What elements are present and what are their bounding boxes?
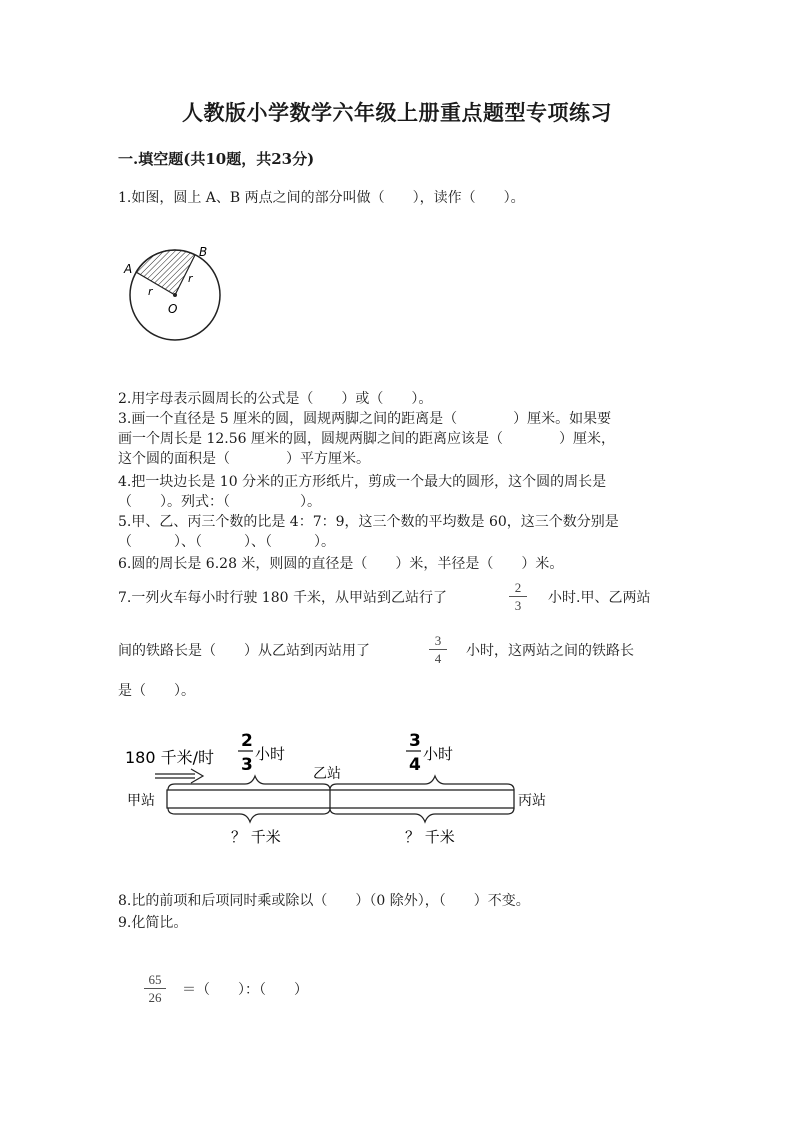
- q7-fraction-2-numerator: 3: [434, 633, 442, 648]
- center-point: [173, 293, 177, 297]
- question-7-part-1: 7.一列火车每小时行驶 180 千米，从甲站到乙站行了: [118, 590, 447, 606]
- question-5-line-1: 5.甲、乙、丙三个数的比是 4：7：9，这三个数的平均数是 60，这三个数分别是: [118, 514, 619, 530]
- q7-fraction-1-numerator: 2: [514, 580, 522, 595]
- speed-label: 180 千米/时: [125, 748, 215, 767]
- distance-2-label: ？ 千米: [405, 828, 455, 846]
- question-7-part-5: 是（ ）。: [118, 683, 195, 699]
- label-r2: r: [188, 272, 193, 285]
- station-mid-label: 乙站: [313, 766, 341, 782]
- diagram-time1-numerator: 2: [241, 731, 253, 751]
- question-3-line-1: 3.画一个直径是 5 厘米的圆，圆规两脚之间的距离是（ ）厘米。如果要: [118, 411, 612, 427]
- arrow-right-icon: [155, 769, 203, 783]
- question-8: 8.比的前项和后项同时乘或除以（ ）（0 除外），（ ）不变。: [118, 893, 530, 909]
- label-r1: r: [148, 285, 153, 298]
- q7-fraction-1: [509, 580, 527, 613]
- q9-fraction: [144, 972, 166, 1005]
- question-3-line-2: 画一个周长是 12.56 厘米的圆，圆规两脚之间的距离应该是（ ）厘米，: [118, 431, 615, 447]
- q7-fraction-2-denominator: 4: [434, 651, 442, 666]
- railway-track: [167, 790, 514, 808]
- station-end-label: 丙站: [518, 793, 546, 809]
- section-heading: 一.填空题(共10题，共23分): [118, 150, 315, 168]
- label-b: B: [199, 245, 208, 259]
- diagram-time1-unit: 小时: [255, 745, 286, 763]
- q7-fraction-1-bar: [509, 596, 527, 597]
- question-9-answer: ＝（ ）：（ ）: [182, 982, 308, 998]
- diagram-time1-denominator: 3: [241, 755, 253, 775]
- label-a: A: [124, 262, 133, 276]
- question-5-line-2: （ ）、（ ）、（ ）。: [118, 534, 335, 550]
- brace-top-2: [330, 776, 514, 790]
- question-2: 2.用字母表示圆周长的公式是（ ）或（ ）。: [118, 391, 433, 407]
- diagram-time2-unit: 小时: [423, 745, 454, 763]
- q9-fraction-numerator: 65: [148, 972, 162, 987]
- question-3-line-3: 这个圆的面积是（ ）平方厘米。: [118, 451, 370, 467]
- shaded-sector: [136, 250, 195, 295]
- station-start-label: 甲站: [127, 793, 155, 809]
- page-title: 人教版小学数学六年级上册重点题型专项练习: [182, 100, 612, 125]
- train-diagram: [115, 728, 565, 853]
- diagram-time2-denominator: 4: [409, 755, 421, 775]
- question-4-line-1: 4.把一块边长是 10 分米的正方形纸片，剪成一个最大的圆形，这个圆的周长是: [118, 474, 607, 490]
- question-7-part-3: 间的铁路长是（ ）从乙站到丙站用了: [118, 643, 370, 659]
- diagram-time2-numerator: 3: [409, 731, 421, 751]
- brace-bottom-2: [330, 808, 514, 822]
- q7-fraction-1-denominator: 3: [514, 598, 522, 613]
- circle-figure: [118, 240, 228, 345]
- question-9: 9.化简比。: [118, 915, 188, 931]
- q7-fraction-2-bar: [429, 649, 447, 650]
- question-4-line-2: （ ）。列式：（ ）。: [118, 494, 321, 510]
- brace-bottom-1: [168, 808, 330, 822]
- question-7-part-4: 小时，这两站之间的铁路长: [466, 643, 634, 659]
- distance-1-label: ？ 千米: [231, 828, 281, 846]
- question-1: 1.如图，圆上 A、B 两点之间的部分叫做（ ），读作（ ）。: [118, 190, 525, 206]
- q7-fraction-2: [429, 633, 447, 666]
- q9-fraction-denominator: 26: [148, 990, 162, 1005]
- label-o: O: [168, 302, 178, 316]
- question-7-part-2: 小时.甲、乙两站: [548, 590, 651, 606]
- question-6: 6.圆的周长是 6.28 米，则圆的直径是（ ）米，半径是（ ）米。: [118, 556, 564, 572]
- q9-fraction-bar: [144, 988, 166, 989]
